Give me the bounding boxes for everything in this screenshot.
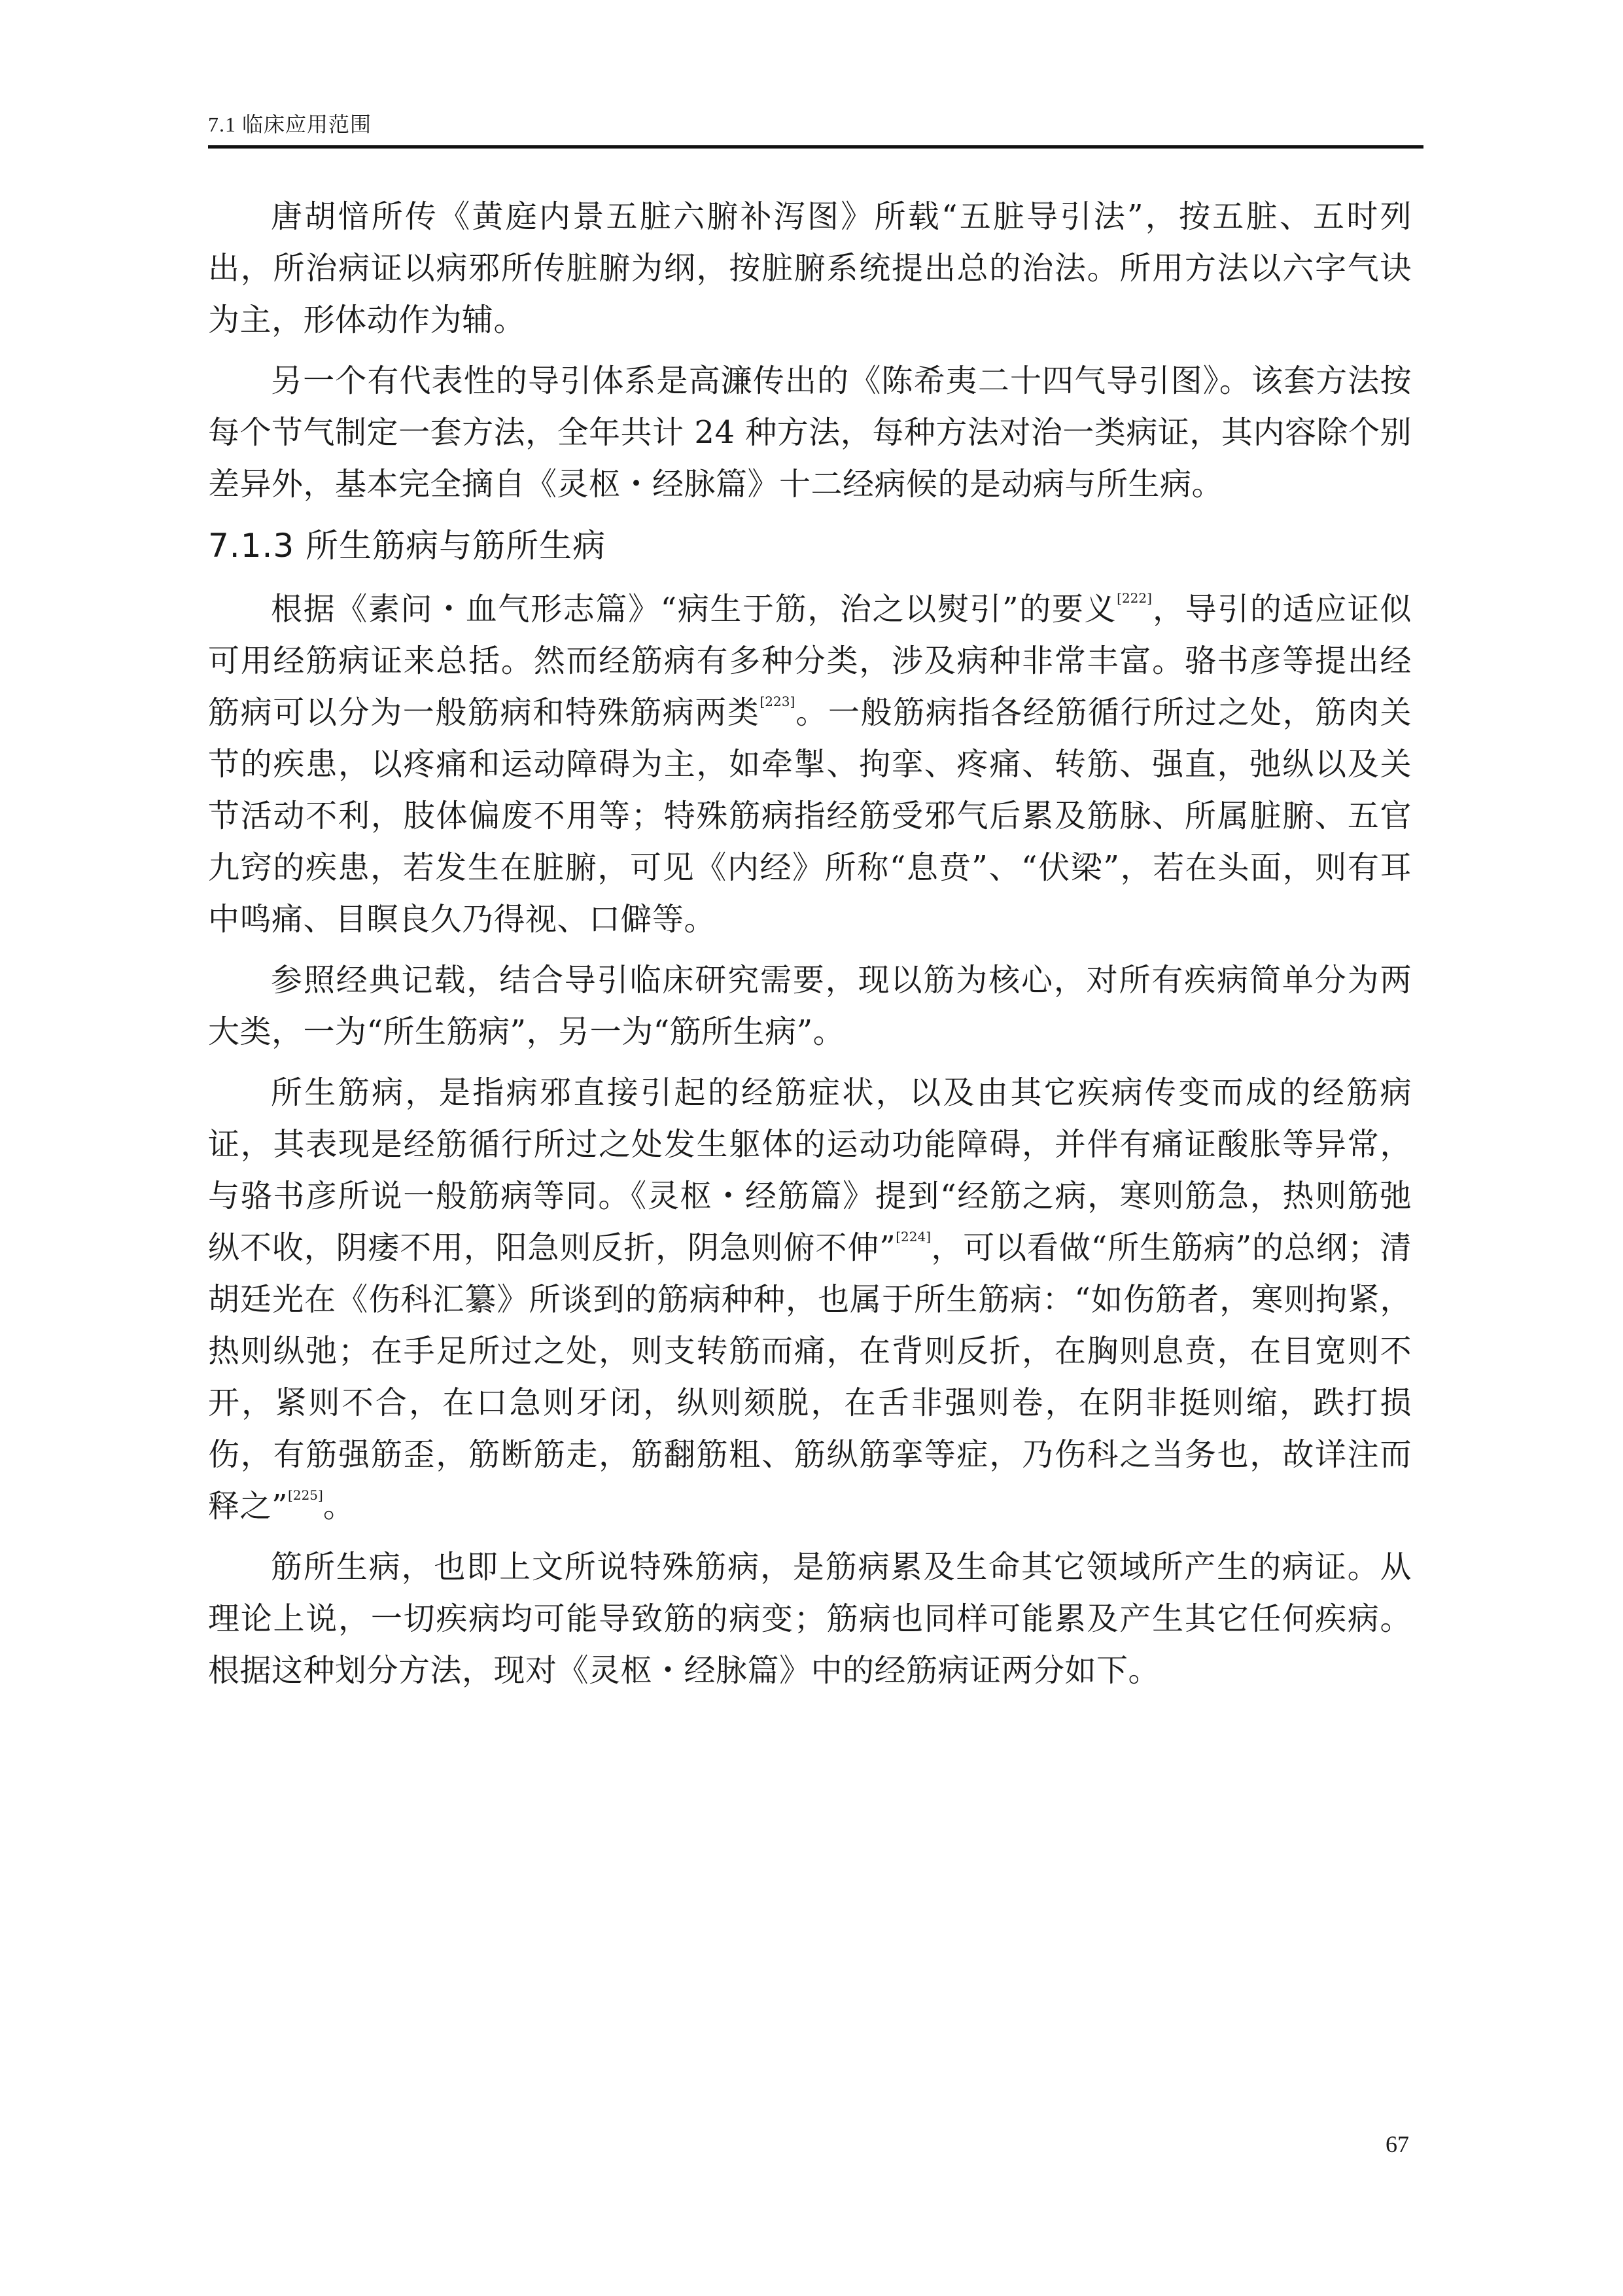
paragraph-text: ，导引的适应证似可用经筋病证来总括。然而经筋病有多种分类，涉及病种非常丰富。骆书彦等提出经筋病可以分为一般筋病和特殊筋病两类 bbox=[208, 591, 1412, 731]
paragraph-text: ，可以看做“所生筋病”的总纲；清胡廷光在《伤科汇纂》所谈到的筋病种种，也属于所生筋病：“如伤筋者，寒则拘紧，热则纵弛；在手足所过之处，则支转筋而痛，在背则反折，在胸则息贲，在目宽则不开，紧则不合，在口急则牙闭，纵则颏脱，在舌非强则卷，在阴非挺则缩，跌打损伤，有筋强筋歪，筋断筋走，筋翻筋粗、筋纵筋挛等症，乃伤科之当务也，故详注而释之” bbox=[208, 1229, 1412, 1525]
paragraph-text: 。一般筋病指各经筋循行所过之处，筋肉关节的疾患，以疼痛和运动障碍为主，如牵掣、拘挛、疼痛、转筋、强直，弛纵以及关节活动不利，肢体偏废不用等；特殊筋病指经筋受邪气后累及筋脉、所属脏腑、五官九窍的疾患，若发生在脏腑，可见《内经》所称“息贲”、“伏梁”，若在头面，则有耳中鸣痛、目瞑良久乃得视、口僻等。 bbox=[208, 694, 1412, 938]
paragraph-two-categories bbox=[208, 955, 1412, 1058]
citation-marker: [224] bbox=[896, 1229, 932, 1245]
paragraph-text: 参照经典记载，结合导引临床研究需要，现以筋为核心，对所有疾病简单分为两大类，一为“所生筋病”，另一为“筋所生病”。 bbox=[208, 962, 1412, 1050]
citation-marker: [222] bbox=[1117, 590, 1152, 606]
paragraph-jingjin-classification bbox=[208, 584, 1412, 945]
paragraph-ershisi-qi: 另一个有代表性的导引体系是高濂传出的《陈希夷二十四气导引图》。该套方法按每个节气制定一套方法，全年共计 24 种方法，每种方法对治一类病证，其内容除个别差异外，基本完全摘自《灵枢・经脉篇》十二经病候的是动病与所生病。 bbox=[208, 362, 1412, 503]
paragraph-text: 。 bbox=[323, 1488, 355, 1525]
paragraph-suosheng-jinbing bbox=[208, 1067, 1412, 1532]
paragraph-jin-suosheng-bing bbox=[208, 1542, 1412, 1697]
section-heading: 7.1.3 所生筋病与筋所生病 bbox=[208, 527, 606, 565]
citation-marker: [223] bbox=[759, 694, 795, 709]
page-number: 67 bbox=[1386, 2131, 1409, 2157]
citation-marker: [225] bbox=[288, 1487, 323, 1503]
header-rule bbox=[208, 145, 1423, 149]
paragraph-wuzang-daoyin: 唐胡愔所传《黄庭内景五脏六腑补泻图》所载“五脏导引法”，按五脏、五时列出，所治病证以病邪所传脏腑为纲，按脏腑系统提出总的治法。所用方法以六字气诀为主，形体动作为辅。 bbox=[208, 198, 1412, 338]
paragraph-text: 所生筋病，是指病邪直接引起的经筋症状，以及由其它疾病传变而成的经筋病证，其表现是经筋循行所过之处发生躯体的运动功能障碍，并伴有痛证酸胀等异常，与骆书彦所说一般筋病等同。《灵枢・经筋篇》提到“经筋之病，寒则筋急，热则筋弛纵不收，阴痿不用，阳急则反折，阴急则俯不伸” bbox=[208, 1074, 1412, 1266]
running-header: 7.1 临床应用范围 bbox=[208, 113, 372, 136]
paragraph-text: 根据《素问・血气形志篇》“病生于筋，治之以熨引”的要义 bbox=[271, 591, 1117, 627]
body-text bbox=[208, 191, 1412, 1706]
paragraph-text: 筋所生病，也即上文所说特殊筋病，是筋病累及生命其它领域所产生的病证。从理论上说，一切疾病均可能导致筋的病变；筋病也同样可能累及产生其它任何疾病。根据这种划分方法，现对《灵枢・经脉篇》中的经筋病证两分如下。 bbox=[208, 1549, 1412, 1689]
